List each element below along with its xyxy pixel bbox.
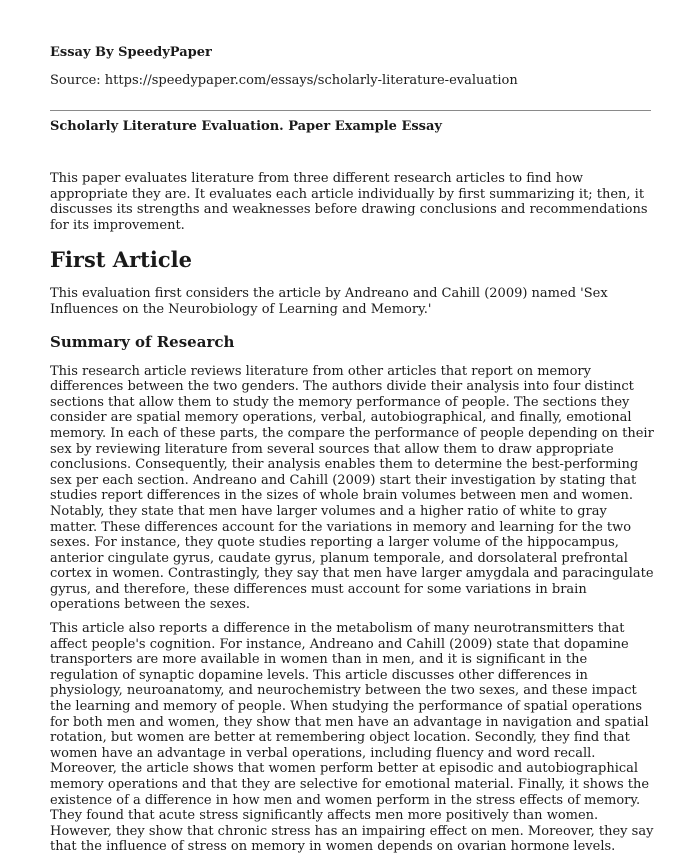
essay-title: Scholarly Literature Evaluation. Paper Example Essay <box>50 119 442 134</box>
brand-label: Essay By SpeedyPaper <box>50 45 212 60</box>
body-paragraph: This article also reports a difference in the metabolism of many neurotransmitters that affect people's cognition. For instance, Andreano and Cahill (2009) state that dopamine transporters are more available in women than in men, and it is significant in the regulation of synaptic dopamine levels. This article discusses other differences in physiology, neuroanatomy, and neurochemistry between the two sexes, and these impact the learning and memory of people. When studying the performance of spatial operations for both men and women, they show that men have an advantage in navigation and spatial rotation, but women are better at remembering object location. Secondly, they find that women have an advantage in verbal operations, including fluency and word recall. Moreover, the article shows that women perform better at episodic and autobiographical memory operations and that they are selective for emotional material. Finally, it shows the existence of a difference in how men and women perform in the stress effects of memory. They found that acute stress significantly affects men more positively than women. However, they show that chronic stress has an impairing effect on men. Moreover, they say that the influence of stress on memory in women depends on ovarian hormone levels. <box>50 621 654 855</box>
section-intro-paragraph: This evaluation first considers the article by Andreano and Cahill (2009) named 'Sex Influences on the Neurobiology of Learning and Memory.' <box>50 286 608 317</box>
intro-paragraph: This paper evaluates literature from three different research articles to find how appropriate they are. It evaluates each article individually by first summarizing it; then, it discusses its strengths and weaknesses before drawing conclusions and recommendations for its improvement. <box>50 171 648 233</box>
header-divider <box>50 110 651 111</box>
subheading: Summary of Research <box>50 332 235 351</box>
source-line: Source: https://speedypaper.com/essays/scholarly-literature-evaluation <box>50 73 518 88</box>
section-heading: First Article <box>50 247 192 273</box>
body-paragraph: This research article reviews literature from other articles that report on memory differences between the two genders. The authors divide their analysis into four distinct sections that allow them to study the memory performance of people. The sections they consider are spatial memory operations, verbal, autobiographical, and finally, emotional memory. In each of these parts, the compare the performance of people depending on their sex by reviewing literature from several sources that allow them to draw appropriate conclusions. Consequently, their analysis enables them to determine the best-performing sex per each section. Andreano and Cahill (2009) start their investigation by stating that studies report differences in the sizes of whole brain volumes between men and women. Notably, they state that men have larger volumes and a higher ratio of white to gray matter. These differences account for the variations in memory and learning for the two sexes. For instance, they quote studies reporting a larger volume of the hippocampus, anterior cingulate gyrus, caudate gyrus, planum temporale, and dorsolateral prefrontal cortex in women. Contrastingly, they say that men have larger amygdala and paracingulate gyrus, and therefore, these differences must account for some variations in brain operations between the sexes. <box>50 363 654 613</box>
essay-body <box>50 171 654 855</box>
